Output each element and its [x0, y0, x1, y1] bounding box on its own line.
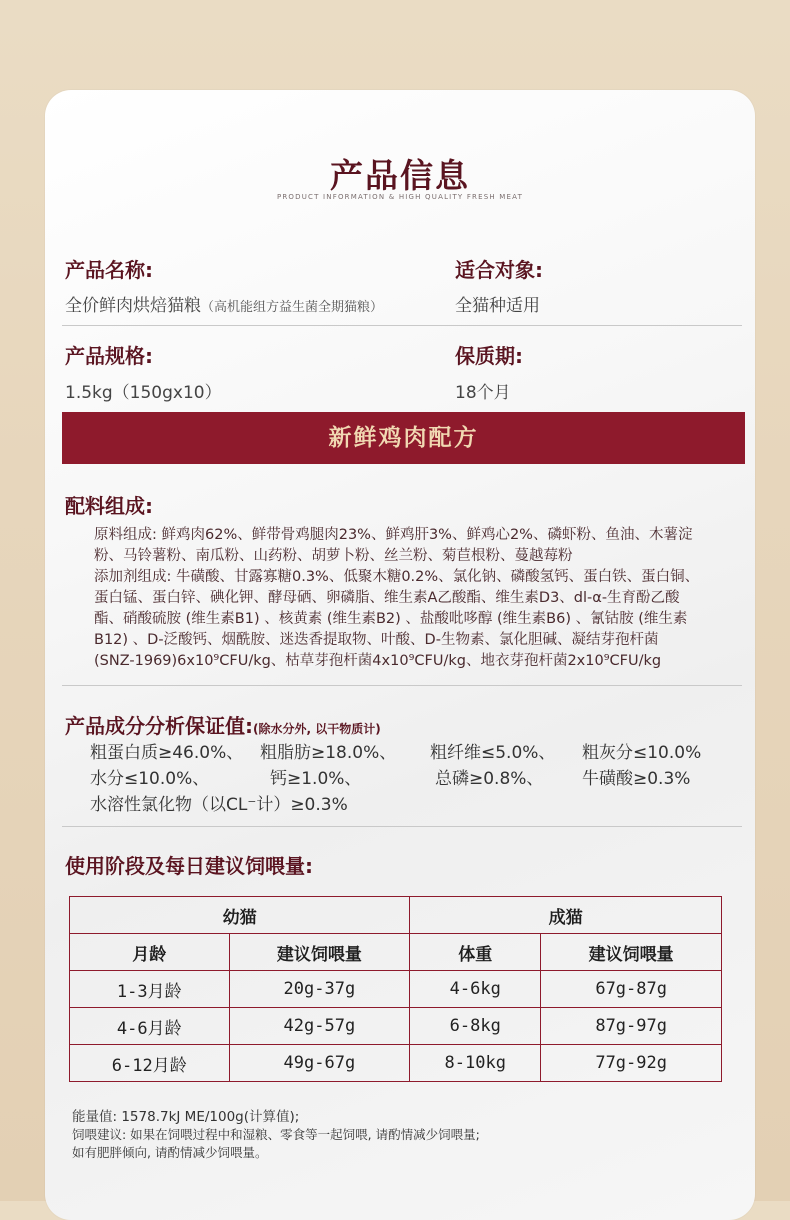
feeding-label: 使用阶段及每日建议饲喂量:: [65, 854, 313, 878]
col-weight: 体重: [410, 934, 541, 971]
table-cell: 8-10kg: [410, 1045, 541, 1082]
product-name-text: 全价鲜肉烘焙猫粮: [65, 296, 201, 316]
divider: [62, 685, 742, 686]
table-cell: 4-6kg: [410, 971, 541, 1008]
target-label: 适合对象:: [455, 258, 543, 282]
table-cell: 67g-87g: [541, 971, 722, 1008]
spec-value: 1.5kg（150gx10）: [65, 383, 222, 403]
composition-text: [94, 525, 734, 672]
table-cell: 87g-97g: [541, 1008, 722, 1045]
table-row: [70, 1045, 722, 1082]
crude-fat: 粗脂肪≥18.0%、: [260, 743, 397, 763]
table-cell: 42g-57g: [229, 1008, 410, 1045]
group-adult: 成猫: [410, 897, 722, 934]
feeding-advice: 如有肥胖倾向, 请酌情减少饲喂量。: [72, 1145, 268, 1160]
additives-line: (SNZ-1969)6x10⁹CFU/kg、枯草芽孢杆菌4x10⁹CFU/kg、地衣芽孢杆菌2x10⁹CFU/kg: [94, 653, 662, 669]
composition-label: 配料组成:: [65, 494, 153, 518]
calcium: 钙≥1.0%、: [270, 769, 362, 789]
table-cell: 6-8kg: [410, 1008, 541, 1045]
shelf-life-value: 18个月: [455, 383, 511, 403]
analysis-values: [90, 740, 750, 818]
table-cell: 20g-37g: [229, 971, 410, 1008]
table-cell: 4-6月龄: [70, 1008, 230, 1045]
water-soluble-chloride: 水溶性氯化物（以CL⁻计）≥0.3%: [90, 795, 348, 815]
product-name-label: 产品名称:: [65, 258, 153, 282]
table-cell: 49g-67g: [229, 1045, 410, 1082]
col-amount-kitten: 建议饲喂量: [229, 934, 410, 971]
energy-value: 能量值: 1578.7kJ ME/100g(计算值);: [72, 1109, 300, 1125]
table-header-row: [70, 934, 722, 971]
page-title: 产品信息: [330, 156, 470, 195]
table-cell: 1-3月龄: [70, 971, 230, 1008]
analysis-label: 产品成分分析保证值:: [65, 714, 253, 738]
total-phosphorus: 总磷≥0.8%、: [435, 769, 544, 789]
taurine: 牛磺酸≥0.3%: [582, 769, 691, 789]
spec-label: 产品规格:: [65, 344, 153, 368]
table-row: [70, 1008, 722, 1045]
analysis-row: [90, 766, 750, 792]
additives-line: B12) 、D-泛酸钙、烟酰胺、迷迭香提取物、叶酸、D-生物素、氯化胆碱、凝结芽孢杆菌: [94, 632, 659, 648]
page-subtitle: PRODUCT INFORMATION & HIGH QUALITY FRESH MEAT: [276, 193, 524, 201]
col-amount-adult: 建议饲喂量: [541, 934, 722, 971]
table-row: [70, 971, 722, 1008]
group-kitten: 幼猫: [70, 897, 410, 934]
product-info-card: [45, 90, 755, 1220]
divider: [62, 325, 742, 326]
feeding-table: [69, 896, 722, 1082]
analysis-note: (除水分外, 以干物质计): [253, 722, 381, 736]
analysis-heading: [65, 710, 381, 739]
divider: [62, 826, 742, 827]
footer-notes: [72, 1108, 732, 1162]
additives-line: 酯、硝酸硫胺 (维生素B1) 、核黄素 (维生素B2) 、盐酸吡哆醇 (维生素B6) 、氰钴胺 (维生素: [94, 611, 688, 627]
raw-materials-line: 粉、马铃薯粉、南瓜粉、山药粉、胡萝卜粉、丝兰粉、菊苣根粉、蔓越莓粉: [94, 548, 573, 564]
crude-protein: 粗蛋白质≥46.0%、: [90, 743, 244, 763]
analysis-row: [90, 740, 750, 766]
feeding-advice: 饲喂建议: 如果在饲喂过程中和湿粮、零食等一起饲喂, 请酌情减少饲喂量;: [72, 1127, 480, 1142]
table-cell: 6-12月龄: [70, 1045, 230, 1082]
moisture: 水分≤10.0%、: [90, 769, 210, 789]
raw-materials-line: 原料组成: 鲜鸡肉62%、鲜带骨鸡腿肉23%、鲜鸡肝3%、鲜鸡心2%、磷虾粉、鱼油、木薯淀: [94, 527, 693, 543]
additives-line: 蛋白锰、蛋白锌、碘化钾、酵母硒、卵磷脂、维生素A乙酸酯、维生素D3、dl-α-生育酚乙酸: [94, 590, 680, 606]
table-cell: 77g-92g: [541, 1045, 722, 1082]
col-age: 月龄: [70, 934, 230, 971]
target-value: 全猫种适用: [455, 296, 540, 316]
product-name-note: （高机能组方益生菌全期猫粮）: [201, 300, 384, 315]
crude-fiber: 粗纤维≤5.0%、: [430, 743, 556, 763]
table-group-row: [70, 897, 722, 934]
crude-ash: 粗灰分≤10.0%: [582, 743, 702, 763]
product-name-value: [65, 291, 383, 316]
shelf-life-label: 保质期:: [455, 344, 523, 368]
formula-banner: 新鲜鸡肉配方: [62, 412, 745, 464]
additives-line: 添加剂组成: 牛磺酸、甘露寡糖0.3%、低聚木糖0.2%、氯化钠、磷酸氢钙、蛋白铁、蛋白铜、: [94, 569, 700, 585]
